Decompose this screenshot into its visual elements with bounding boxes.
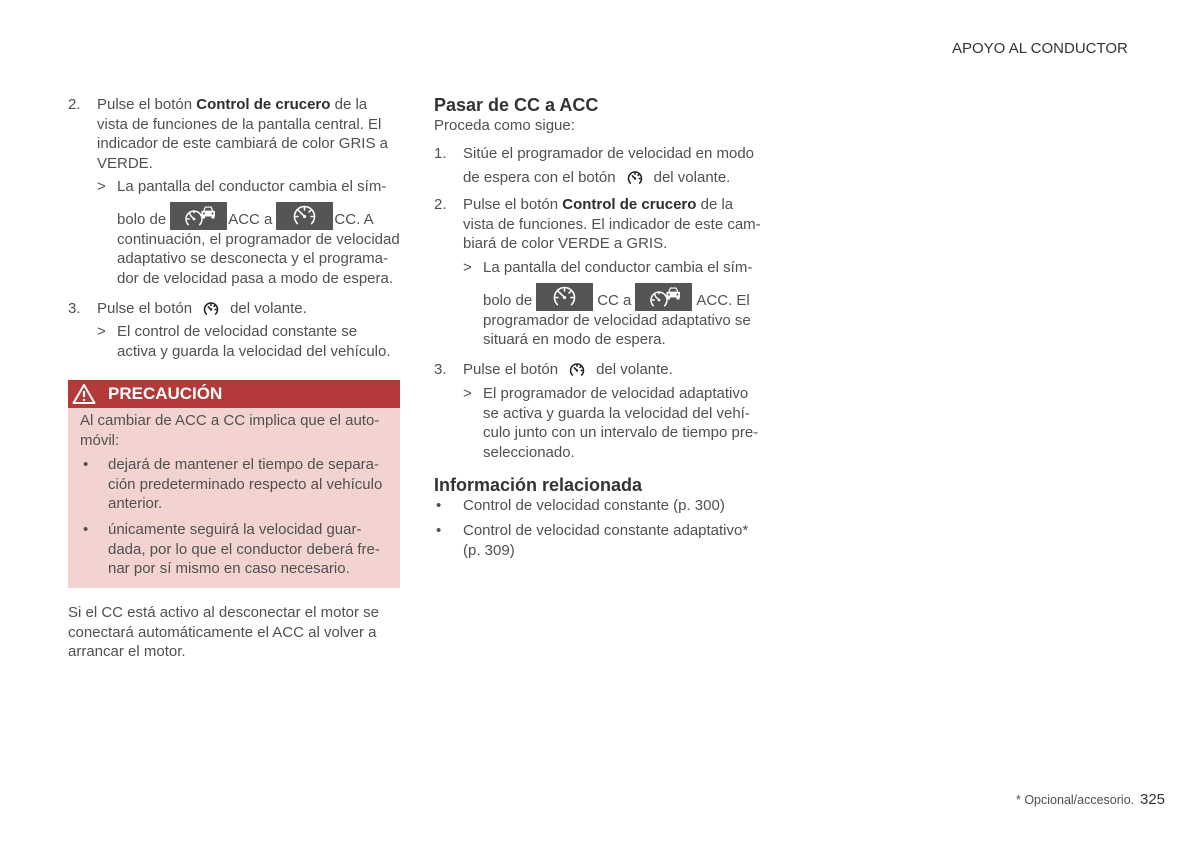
result-text-line: continuación, el programador de velocidad — [117, 230, 400, 248]
cc-symbol-icon — [536, 283, 593, 311]
related-heading: Información relacionada — [434, 475, 643, 495]
text-segment: Pulse el botón — [463, 361, 559, 379]
step-2 — [434, 195, 761, 254]
result-text-line: La pantalla del conductor cambia el sím- — [117, 178, 387, 195]
text-segment: Pulse el botón — [97, 300, 193, 318]
cruise-control-button-icon — [627, 170, 643, 186]
related-link-text[interactable]: Control de velocidad constante (p. 300) — [463, 497, 725, 514]
result-text-line: programador de velocidad adaptativo se — [483, 311, 751, 329]
step-text-line: indicador de este cambiará de color GRIS a — [97, 135, 388, 152]
warning-text-line: dada, por lo que el conductor deberá fre- — [108, 540, 380, 558]
footnote: * Opcional/accesorio. — [1016, 793, 1135, 807]
step-number: 3. — [434, 361, 447, 378]
step-text-line — [463, 164, 754, 192]
text-segment: del volante. — [230, 300, 307, 318]
cruise-control-button-icon — [569, 362, 585, 378]
result-marker: > — [97, 323, 106, 340]
text-segment: de la — [696, 196, 734, 213]
page-number: 325 — [1140, 791, 1166, 808]
button-name: Control de crucero — [562, 196, 697, 213]
cc-symbol-icon — [276, 202, 333, 230]
warning-text-line: Al cambiar de ACC a CC implica que el auto- — [80, 412, 380, 429]
result-text-line: adaptativo se desconecta y el programa- — [117, 250, 388, 267]
result-text-line: dor de velocidad pasa a modo de espera. — [117, 269, 394, 287]
warning-text-line: móvil: — [80, 431, 120, 449]
result-marker: > — [97, 178, 106, 195]
text-segment: CC a — [597, 292, 632, 309]
button-name: Control de crucero — [196, 96, 331, 113]
step-text-line: biará de color VERDE a GRIS. — [463, 235, 668, 252]
step-3 — [434, 356, 673, 384]
result-marker: > — [463, 259, 472, 276]
note-text-line: conectará automáticamente el ACC al volver a — [68, 623, 377, 641]
step-number: 1. — [434, 145, 447, 162]
warning-text-line: nar por sí mismo en caso necesario. — [108, 560, 350, 577]
bullet-marker: • — [83, 456, 89, 473]
related-link-text[interactable]: (p. 309) — [463, 541, 515, 559]
text-segment: del volante. — [653, 168, 731, 186]
step-2-result — [97, 177, 400, 288]
symbol-line — [117, 197, 400, 230]
step-number: 2. — [68, 96, 81, 113]
text-segment: de espera con el botón — [463, 168, 616, 186]
text-segment: bolo de — [483, 292, 533, 309]
result-text-line: se activa y guarda la velocidad del vehí- — [483, 404, 750, 422]
result-text-line: El programador de velocidad adaptativo — [483, 385, 749, 402]
bullet-marker: • — [436, 522, 442, 539]
text-segment: CC. A — [334, 211, 374, 228]
step-2 — [68, 95, 388, 173]
text-segment: Pulse el botón — [463, 196, 563, 213]
text-segment: Pulse el botón — [97, 96, 197, 113]
warning-text-line: dejará de mantener el tiempo de separa- — [108, 456, 379, 473]
note-paragraph — [68, 603, 379, 662]
warning-title: PRECAUCIÓN — [108, 384, 223, 403]
warning-box — [68, 380, 400, 588]
step-text-line: VERDE. — [97, 154, 153, 172]
result-text-line: seleccionado. — [483, 443, 575, 461]
cruise-control-button-icon — [203, 301, 219, 317]
warning-bullet — [83, 520, 380, 579]
symbol-line — [483, 278, 752, 311]
warning-text-line: anterior. — [108, 495, 163, 512]
warning-triangle-icon — [72, 383, 96, 405]
related-link-text[interactable]: Control de velocidad constante adaptativo* — [463, 522, 749, 539]
step-text-line: vista de funciones de la pantalla central. El — [97, 115, 382, 133]
step-number: 2. — [434, 196, 447, 213]
note-text-line: arrancar el motor. — [68, 643, 186, 660]
note-text-line: Si el CC está activo al desconectar el motor se — [68, 604, 379, 621]
result-text-line: situará en modo de espera. — [483, 331, 666, 348]
section-header-title: APOYO AL CONDUCTOR — [952, 40, 1128, 57]
step-text-line — [463, 195, 761, 215]
step-1 — [434, 144, 755, 192]
result-marker: > — [463, 385, 472, 402]
text-segment: bolo de — [117, 211, 167, 228]
step-number: 3. — [68, 300, 81, 317]
acc-symbol-icon — [170, 202, 227, 230]
result-text-line: culo junto con un intervalo de tiempo pre- — [483, 424, 759, 441]
step-3 — [68, 295, 307, 323]
result-text-line: La pantalla del conductor cambia el sím- — [483, 259, 753, 276]
warning-bullet — [83, 455, 383, 514]
step-3-result — [97, 322, 391, 361]
text-segment: de la — [330, 96, 368, 113]
intro-text: Proceda como sigue: — [434, 117, 575, 134]
step-text-line — [97, 295, 307, 323]
warning-text-line: únicamente seguirá la velocidad guar- — [108, 521, 362, 538]
step-2-result — [463, 258, 753, 350]
related-link[interactable] — [436, 496, 725, 516]
text-segment: ACC. El — [696, 292, 750, 309]
bullet-marker: • — [436, 497, 442, 514]
section-heading: Pasar de CC a ACC — [434, 95, 599, 115]
acc-symbol-icon — [635, 283, 692, 311]
bullet-marker: • — [83, 521, 89, 538]
result-text-line: activa y guarda la velocidad del vehículo. — [117, 342, 391, 360]
related-link[interactable] — [436, 521, 749, 560]
step-text-line: vista de funciones. El indicador de este cam- — [463, 215, 761, 233]
text-segment: del volante. — [596, 361, 673, 379]
step-3-result — [463, 384, 759, 462]
warning-intro — [80, 411, 379, 450]
warning-text-line: ción predeterminado respecto al vehículo — [108, 475, 383, 493]
result-text-line: El control de velocidad constante se — [117, 323, 358, 340]
step-text-line: Sitúe el programador de velocidad en modo — [463, 145, 755, 162]
warning-header — [68, 380, 400, 408]
text-segment: ACC a — [228, 211, 273, 228]
step-text-line — [463, 356, 673, 384]
step-text-line — [97, 95, 388, 115]
